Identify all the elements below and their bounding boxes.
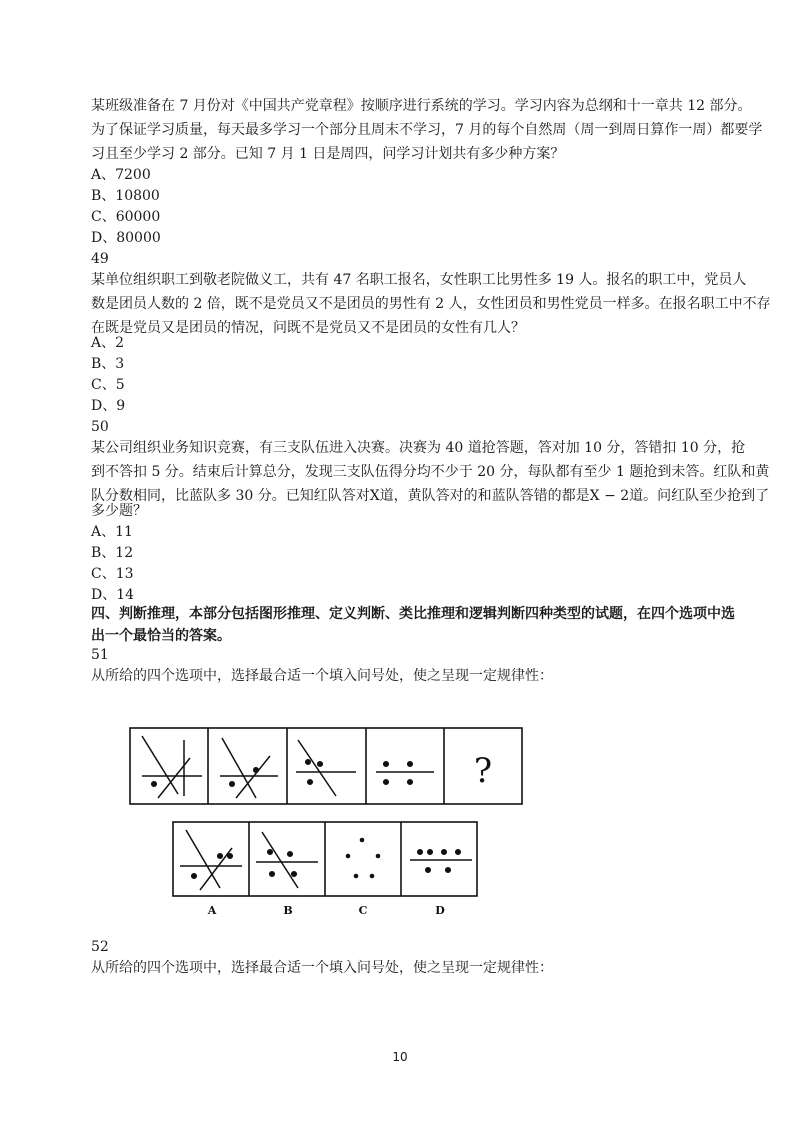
- q50-line-4: 多少题？: [91, 503, 147, 519]
- q52-prompt: 从所给的四个选项中，选择最合适一个填入问号处，使之呈现一定规律性：: [91, 960, 553, 976]
- q50-number: 50: [91, 419, 109, 435]
- q51-option-b-figure: [256, 832, 318, 888]
- q51-panel-2: [220, 738, 278, 798]
- q50-line-2: 到不答扣 5 分。结束后计算总分，发现三支队伍得分均不少于 20 分，每队都有至少 1 题抢到未答。红队和黄: [91, 464, 770, 480]
- q52-number: 52: [91, 939, 109, 955]
- q50-option-d: D、14: [91, 587, 135, 603]
- q51-number: 51: [91, 647, 109, 663]
- q51-figure: [128, 726, 528, 926]
- page-number: 10: [392, 1050, 408, 1064]
- q49-option-d: D、9: [91, 398, 126, 414]
- q49-number: 49: [91, 251, 109, 267]
- q49-option-a: A、2: [91, 335, 125, 351]
- q51-panel-4: [376, 762, 434, 785]
- q48-option-c: C、60000: [91, 209, 161, 225]
- q51-question-row-frame: [130, 728, 522, 804]
- q50-option-b: B、12: [91, 545, 134, 561]
- q48-line-2: 为了保证学习质量，每天最多学习一个部分且周末不学习，7 月的每个自然周（周一到周日算作一周）都要学: [91, 122, 763, 138]
- q51-panel-3: [296, 740, 356, 796]
- q48-option-b: B、10800: [91, 188, 160, 204]
- q51-question-mark: ?: [473, 751, 493, 791]
- q51-option-d-figure: [410, 850, 472, 873]
- q51-option-c-figure: [346, 838, 381, 879]
- q48-option-a: A、7200: [91, 167, 151, 183]
- q49-option-c: C、5: [91, 377, 125, 393]
- q50-option-a: A、11: [91, 524, 133, 540]
- q50-line-3: 队分数相同，比蓝队多 30 分。已知红队答对X道，黄队答对的和蓝队答错的都是X − 2道。问红队至少抢到了: [91, 488, 770, 504]
- q50-line-1: 某公司组织业务知识竞赛，有三支队伍进入决赛。决赛为 40 道抢答题，答对加 10 分，答错扣 10 分，抢: [91, 440, 746, 456]
- q48-line-3: 习且至少学习 2 部分。已知 7 月 1 日是周四，问学习计划共有多少种方案？: [91, 146, 565, 162]
- section-4-heading-line-2: 出一个最恰当的答案。: [91, 628, 231, 644]
- q51-option-a-figure: [180, 830, 242, 890]
- q48-line-1: 某班级准备在 7 月份对《中国共产党章程》按顺序进行系统的学习。学习内容为总纲和十一章共 12 部分。: [91, 98, 752, 114]
- q51-option-label-b: B: [283, 904, 293, 917]
- section-4-heading-line-1: 四、判断推理，本部分包括图形推理、定义判断、类比推理和逻辑判断四种类型的试题，在四个选项中选: [91, 606, 735, 622]
- q50-option-c: C、13: [91, 566, 134, 582]
- q48-option-d: D、80000: [91, 230, 161, 246]
- q49-option-b: B、3: [91, 356, 125, 372]
- q51-option-label-a: A: [207, 904, 217, 917]
- q51-option-label-d: D: [435, 904, 445, 917]
- q49-line-2: 数是团员人数的 2 倍，既不是党员又不是团员的男性有 2 人，女性团员和男性党员一样多。在报名职工中不存: [91, 296, 771, 312]
- q51-option-label-c: C: [358, 904, 368, 917]
- q49-line-3: 在既是党员又是团员的情况，问既不是党员又不是团员的女性有几人？: [91, 320, 525, 336]
- q51-prompt: 从所给的四个选项中，选择最合适一个填入问号处，使之呈现一定规律性：: [91, 668, 553, 684]
- q49-line-1: 某单位组织职工到敬老院做义工，共有 47 名职工报名，女性职工比男性多 19 人。报名的职工中，党员人: [91, 272, 747, 288]
- q51-panel-1: [142, 736, 202, 798]
